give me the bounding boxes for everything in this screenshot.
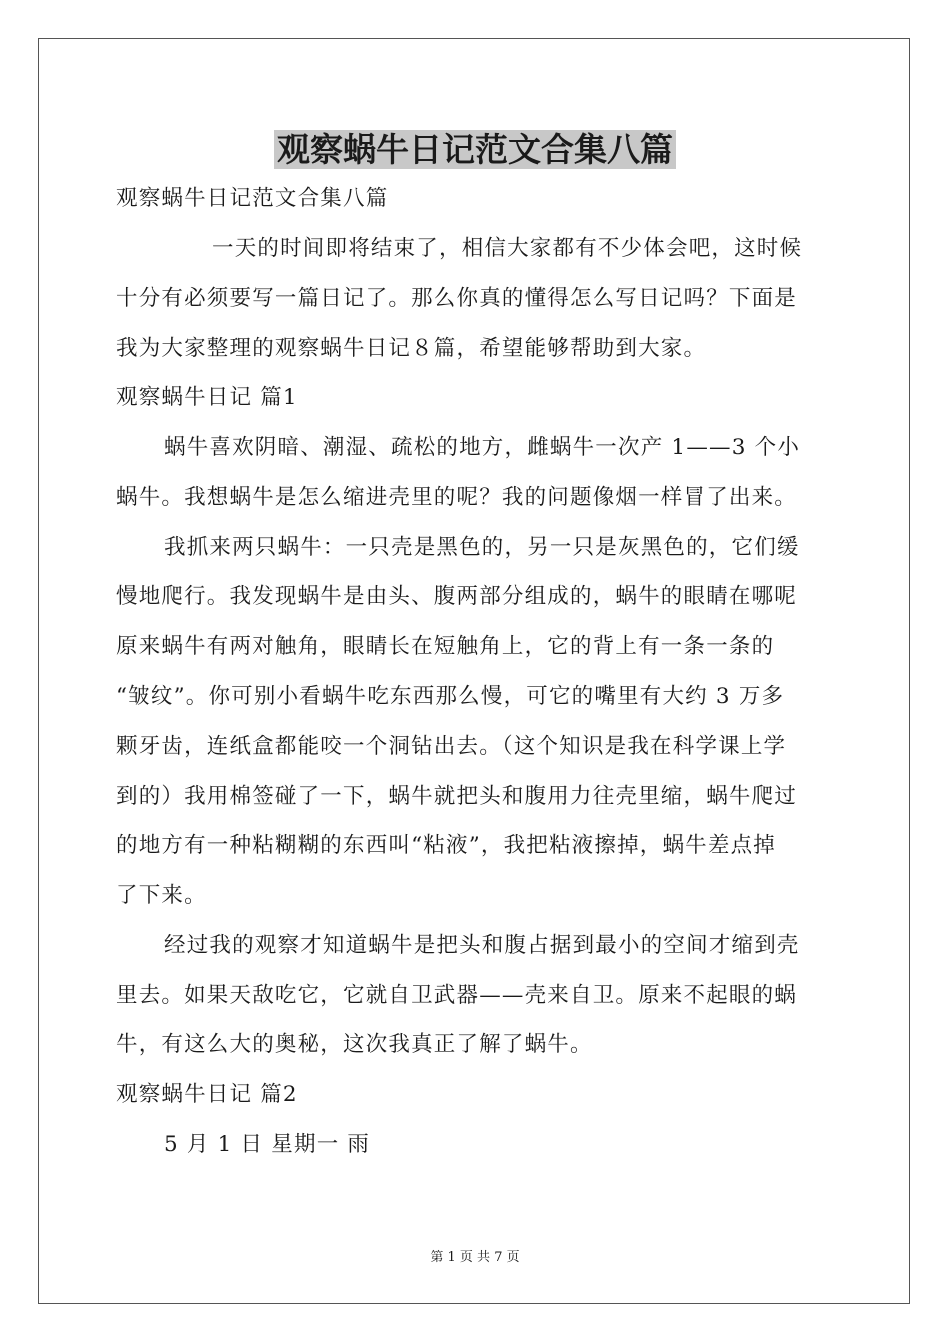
paragraph-line: 一天的时间即将结束了，相信大家都有不少体会吧，这时候 — [212, 236, 803, 261]
paragraph-line: 里去。如果天敌吃它，它就自卫武器——壳来自卫。原来不起眼的蜗 — [116, 983, 798, 1008]
paragraph-line: 了下来。 — [116, 883, 207, 908]
section-heading: 观察蜗牛日记 篇1 — [116, 385, 298, 410]
page-border — [38, 38, 910, 1304]
paragraph-line: 蜗牛喜欢阴暗、潮湿、疏松的地方，雌蜗牛一次产 1——3 个小 — [164, 435, 801, 460]
paragraph-line: 牛，有这么大的奥秘，这次我真正了解了蜗牛。 — [116, 1032, 593, 1057]
date-line: 5 月 1 日 星期一 雨 — [164, 1132, 371, 1157]
paragraph-line: “皱纹”。你可别小看蜗牛吃东西那么慢，可它的嘴里有大约 3 万多 — [116, 684, 785, 709]
document-title: 观察蜗牛日记范文合集八篇 — [0, 128, 950, 172]
paragraph-line: 的地方有一种粘糊糊的东西叫“粘液”，我把粘液擦掉，蜗牛差点掉 — [116, 833, 776, 858]
section-heading: 观察蜗牛日记 篇2 — [116, 1082, 298, 1107]
paragraph-line: 蜗牛。我想蜗牛是怎么缩进壳里的呢？我的问题像烟一样冒了出来。 — [116, 485, 798, 510]
paragraph-line: 我抓来两只蜗牛：一只壳是黑色的，另一只是灰黑色的，它们缓 — [164, 535, 800, 560]
paragraph-line: 经过我的观察才知道蜗牛是把头和腹占据到最小的空间才缩到壳 — [164, 933, 800, 958]
paragraph-line: 慢地爬行。我发现蜗牛是由头、腹两部分组成的，蜗牛的眼睛在哪呢 — [116, 584, 798, 609]
paragraph-line: 颗牙齿，连纸盒都能咬一个洞钻出去。（这个知识是我在科学课上学 — [116, 734, 787, 759]
paragraph-line: 我为大家整理的观察蜗牛日记８篇，希望能够帮助到大家。 — [116, 336, 707, 361]
page-footer: 第 1 页 共 7 页 — [430, 1250, 520, 1265]
paragraph-line: 原来蜗牛有两对触角，眼睛长在短触角上，它的背上有一条一条的 — [116, 634, 775, 659]
paragraph-line: 十分有必须要写一篇日记了。那么你真的懂得怎么写日记吗？下面是 — [116, 286, 798, 311]
paragraph-line: 到的）我用棉签碰了一下，蜗牛就把头和腹用力往壳里缩，蜗牛爬过 — [116, 784, 798, 809]
subtitle-line: 观察蜗牛日记范文合集八篇 — [116, 186, 389, 211]
